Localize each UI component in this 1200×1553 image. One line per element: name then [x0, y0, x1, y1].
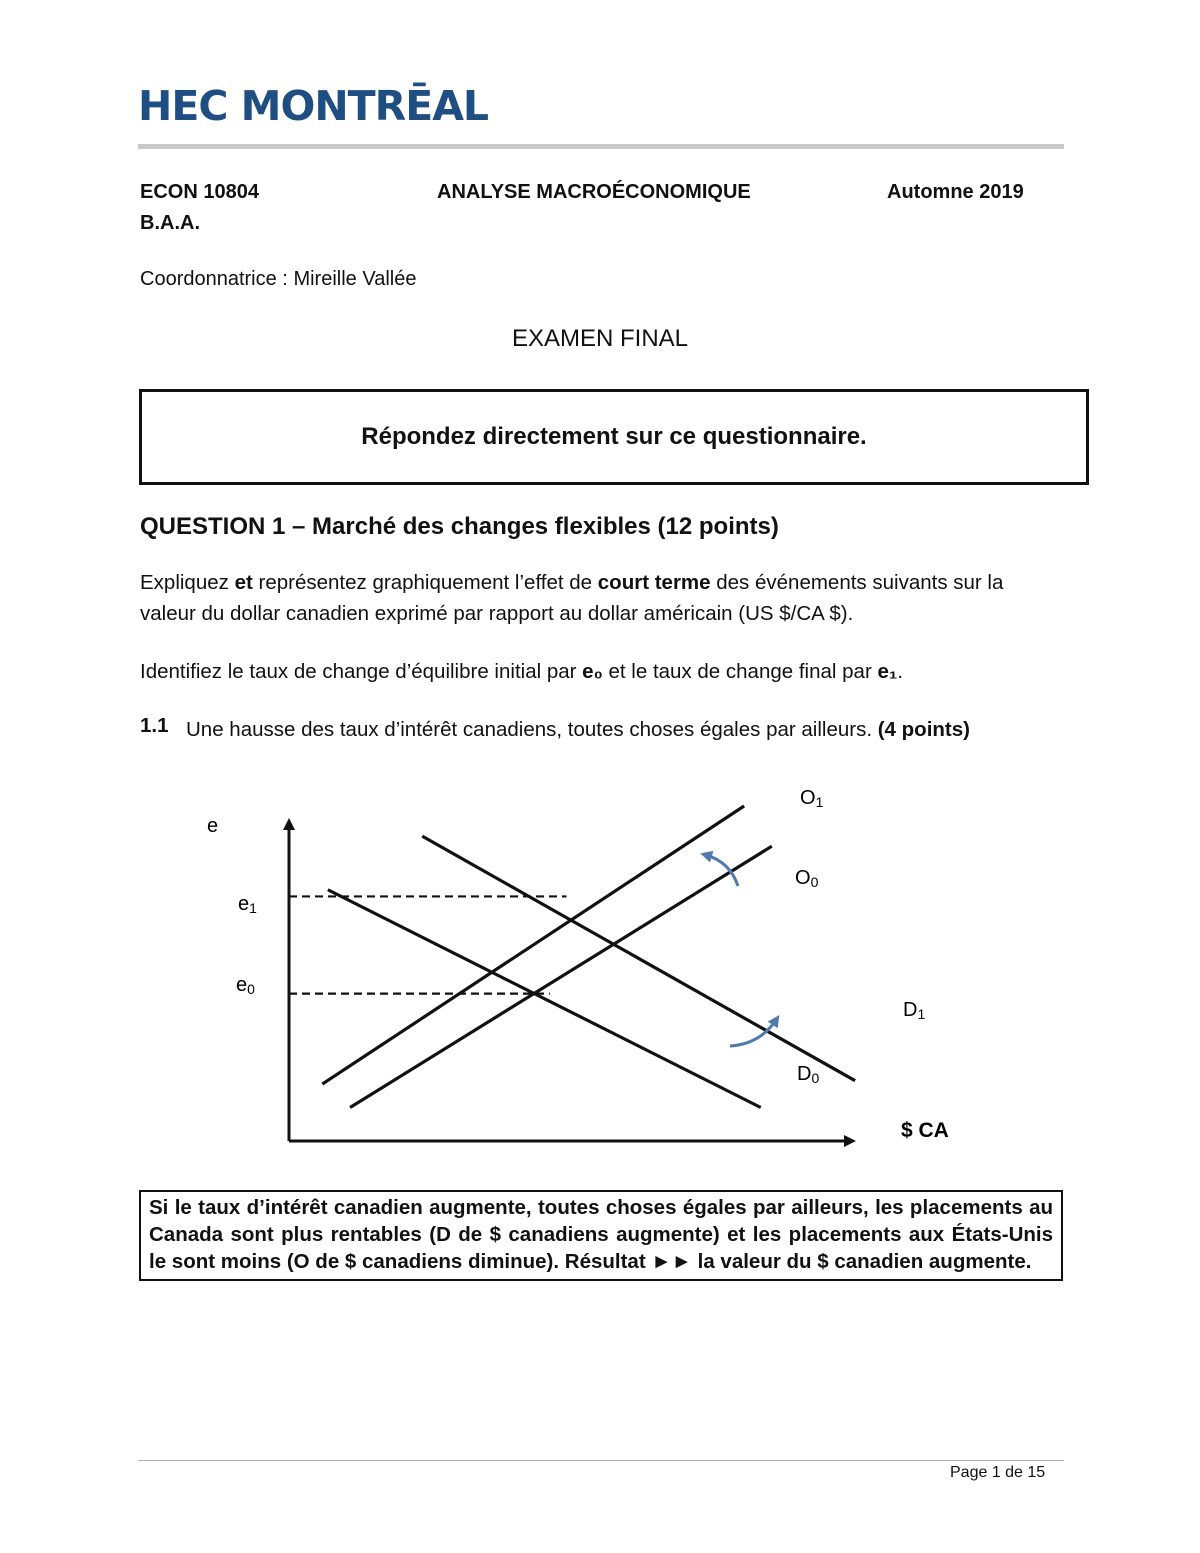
- instruction-text: Répondez directement sur ce questionnaire.: [361, 423, 867, 450]
- series-line-0: [350, 846, 772, 1107]
- d0-label: D0: [797, 1063, 820, 1086]
- coordinator-label: Coordonnatrice :: [140, 268, 288, 290]
- e1-label: e1: [238, 893, 257, 916]
- x-axis-label: $ CA: [901, 1119, 949, 1142]
- course-title: ANALYSE MACROÉCONOMIQUE: [437, 181, 751, 203]
- instr-part: Identifiez le taux de change d’équilibre initial par: [140, 660, 583, 683]
- instr-part: .: [897, 660, 904, 683]
- answer-box: Si le taux d’intérêt canadien augmente, toutes choses égales par ailleurs, les placements au Canada sont plus rentables (D de $ canadiens augmente) et les placements aux États-Unis le sont moins (O de $ canadiens diminue). Résultat ►► la valeur du $ canadien augmente.: [139, 1190, 1063, 1281]
- intro-part: Expliquez: [140, 571, 235, 594]
- hec-logo: HEC MONTRĒAL: [138, 82, 489, 130]
- exam-title: EXAMEN FINAL: [511, 325, 689, 352]
- intro-part: représentez graphiquement l’effet de: [252, 571, 598, 594]
- e0-label: e0: [236, 974, 255, 997]
- o1-label: O1: [800, 787, 824, 810]
- instr-bold: e₁: [877, 660, 898, 683]
- term: Automne 2019: [887, 181, 1024, 203]
- course-code: ECON 10804: [140, 181, 259, 203]
- intro-bold: court terme: [597, 571, 711, 594]
- d1-label: D1: [903, 999, 926, 1022]
- intro-part: des événements suivants sur la valeur du dollar canadien exprimé par rapport au dollar américain (US $/CA $).: [140, 571, 1004, 625]
- program: B.A.A.: [140, 212, 200, 234]
- question-heading: QUESTION 1 – Marché des changes flexibles (12 points): [140, 513, 779, 540]
- page-number: Page 1 de 15: [950, 1464, 1046, 1481]
- coordinator-name: Mireille Vallée: [293, 268, 417, 290]
- o0-label: O0: [795, 867, 819, 890]
- series-line-1: [322, 806, 744, 1084]
- subquestion-points: (4 points): [877, 718, 970, 741]
- intro-bold: et: [234, 571, 253, 594]
- subquestion-body: Une hausse des taux d’intérêt canadiens, toutes choses égales par ailleurs.: [186, 718, 878, 741]
- instr-bold: e₀: [582, 660, 603, 683]
- footer-rule: [138, 1460, 1064, 1461]
- series-line-2: [328, 890, 761, 1108]
- series-line-3: [422, 836, 855, 1081]
- subquestion-number: 1.1: [140, 714, 169, 737]
- y-axis-label: e: [207, 815, 219, 837]
- instr-part: et le taux de change final par: [602, 660, 878, 683]
